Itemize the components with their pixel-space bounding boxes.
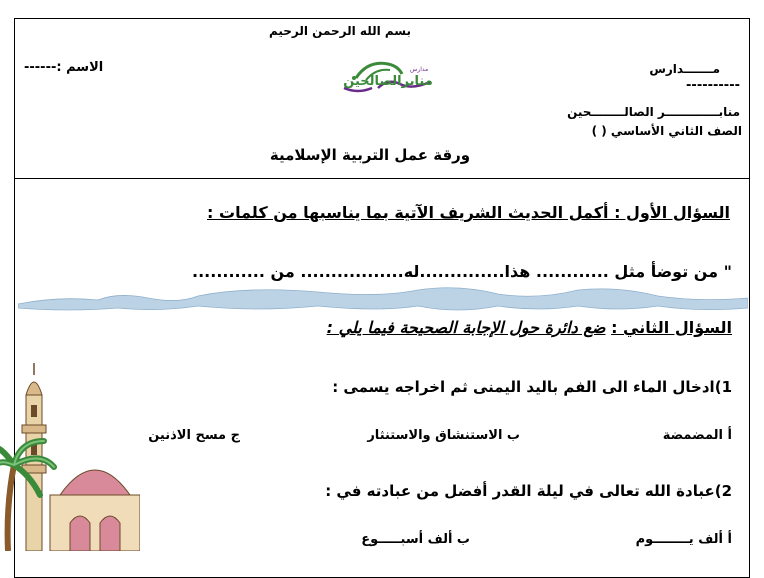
name-field[interactable]: الاسم :------ [24,60,104,75]
grade-field[interactable]: الصف الثاني الأساسي ( ) [591,124,742,138]
item-2-number: 2) [714,482,732,500]
schools-name: منابـــــــــــــر الصالــــــــحين [567,105,740,119]
item-1-option-b[interactable]: ب الاستنشاق والاستنثار [367,428,520,443]
schools-label: مـــــــدارس [649,62,720,76]
item-1-text: ادخال الماء الى الفم باليد اليمنى ثم اخراجه يسمى : [332,378,715,396]
worksheet-title: ورقة عمل التربية الإسلامية [269,146,471,164]
question2-title [180,318,732,337]
item-1-stem [280,378,732,396]
item-2-option-a[interactable]: أ ألف يــــــــوم [635,532,732,547]
logo-tag: مدارس [410,66,429,73]
item-2-text: عبادة الله تعالى في ليلة القدر أفضل من عبادته في : [325,482,715,500]
item-2-option-b[interactable]: ب ألف أسبـــــوع [361,532,470,547]
wave-divider [18,286,748,316]
item-1-number: 1) [714,378,732,396]
item-1-option-c[interactable]: ج مسح الاذنين [148,428,240,443]
hadith-completion-line[interactable]: " من توضأ مثل ............ هذا..............له................. من ............ [192,262,732,281]
question1-title: السؤال الأول : أكمل الحديث الشريف الآتية بما يناسبها من كلمات : [207,203,730,222]
question2-prefix: السؤال الثاني : [611,318,732,337]
item-2-stem [270,482,732,500]
basmala: بسم الله الرحمن الرحيم [268,24,412,38]
schools-dashes: ---------- [686,78,740,93]
header-divider [14,178,750,179]
item-1-option-a[interactable]: أ المضمضة [662,428,732,443]
logo-text: منابرالصالحين [343,74,433,89]
school-logo [338,54,438,96]
question2-instruction: ضع دائرة حول الإجابة الصحيحة فيما يلي : [326,318,606,337]
mosque-clipart [0,355,140,551]
